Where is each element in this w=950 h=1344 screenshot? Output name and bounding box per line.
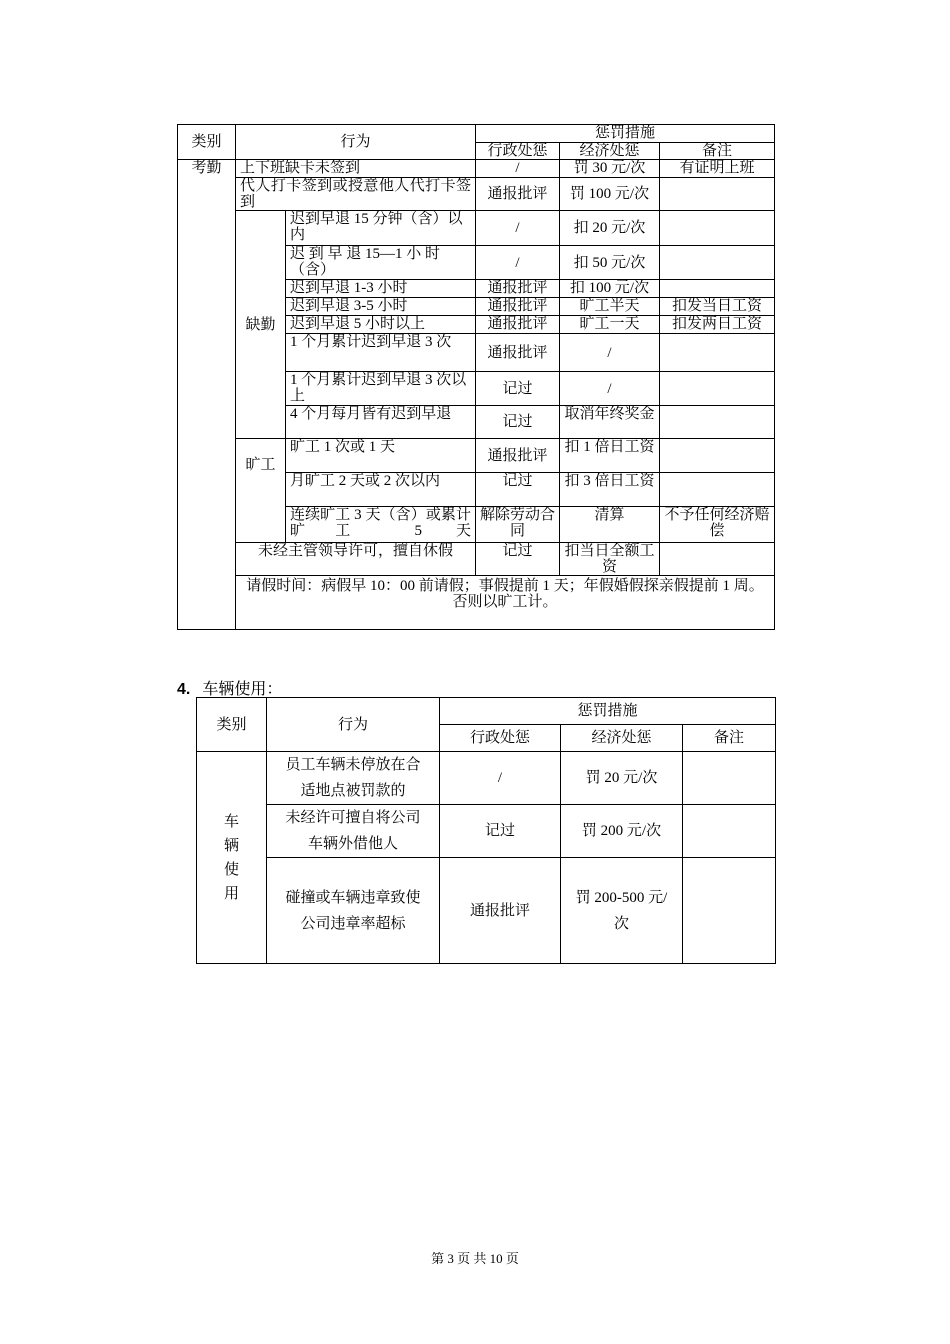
header-measures: 惩罚措施 <box>476 125 775 143</box>
admin-cell: 通报批评 <box>476 178 560 211</box>
header-behavior: 行为 <box>267 698 440 752</box>
remark-cell <box>683 752 776 805</box>
remark-cell <box>683 805 776 858</box>
header-behavior: 行为 <box>236 125 476 160</box>
remark-cell <box>660 439 775 473</box>
remark-cell <box>660 406 775 439</box>
economic-cell: 扣 3 倍日工资 <box>560 473 660 507</box>
remark-cell: 有证明上班 <box>660 160 775 178</box>
behavior-cell: 代人打卡签到或授意他人代打卡签到 <box>236 178 476 211</box>
remark-cell <box>660 211 775 246</box>
vehicle-penalty-table <box>196 697 776 964</box>
economic-cell: / <box>560 334 660 372</box>
remark-cell <box>660 334 775 372</box>
admin-cell: 通报批评 <box>476 298 560 316</box>
section-title: 车辆使用： <box>202 681 283 698</box>
economic-cell: 扣 50 元/次 <box>560 246 660 280</box>
admin-cell: / <box>440 752 561 805</box>
economic-cell: 罚 30 元/次 <box>560 160 660 178</box>
leave-note: 请假时间：病假早 10：00 前请假；事假提前 1 天；年假婚假探亲假提前 1 周。否则以旷工计。 <box>236 576 775 630</box>
behavior-cell: 迟到早退 5 小时以上 <box>286 316 476 334</box>
remark-cell <box>683 858 776 964</box>
behavior-cell: 1 个月累计迟到早退 3 次以上 <box>286 372 476 406</box>
economic-cell: 扣当日全额工资 <box>560 543 660 576</box>
admin-cell: / <box>476 246 560 280</box>
section-heading <box>177 676 282 699</box>
subcategory-truancy: 旷工 <box>236 439 286 543</box>
behavior-cell: 连续旷工 3 天（含）或累计旷工 5 天 <box>286 507 476 543</box>
subcategory-absence: 缺勤 <box>236 211 286 439</box>
behavior-cell: 迟 到 早 退 15—1 小 时（含） <box>286 246 476 280</box>
economic-cell: 罚 200 元/次 <box>561 805 683 858</box>
header-category: 类别 <box>178 125 236 160</box>
remark-cell: 不予任何经济赔偿 <box>660 507 775 543</box>
remark-cell <box>660 178 775 211</box>
behavior-cell: 旷工 1 次或 1 天 <box>286 439 476 473</box>
header-remark: 备注 <box>660 143 775 160</box>
economic-cell: 旷工一天 <box>560 316 660 334</box>
admin-cell: / <box>476 160 560 178</box>
category-attendance: 考勤 <box>178 160 236 630</box>
behavior-cell: 碰撞或车辆违章致使公司违章率超标 <box>267 858 440 964</box>
remark-cell <box>660 280 775 298</box>
economic-cell: 罚 20 元/次 <box>561 752 683 805</box>
economic-cell: 罚 100 元/次 <box>560 178 660 211</box>
header-category: 类别 <box>197 698 267 752</box>
section-number: 4. <box>177 681 191 698</box>
header-admin: 行政处惩 <box>440 725 561 752</box>
economic-cell: / <box>560 372 660 406</box>
admin-cell: 通报批评 <box>476 439 560 473</box>
admin-cell: 记过 <box>440 805 561 858</box>
behavior-cell: 迟到早退 15 分钟（含）以内 <box>286 211 476 246</box>
admin-cell: 记过 <box>476 543 560 576</box>
behavior-cell: 未经许可擅自将公司车辆外借他人 <box>267 805 440 858</box>
remark-cell <box>660 372 775 406</box>
behavior-cell: 4 个月每月皆有迟到早退 <box>286 406 476 439</box>
admin-cell: 记过 <box>476 372 560 406</box>
header-measures: 惩罚措施 <box>440 698 776 725</box>
admin-cell: 解除劳动合同 <box>476 507 560 543</box>
economic-cell: 扣 100 元/次 <box>560 280 660 298</box>
behavior-cell: 未经主管领导许可，擅自休假 <box>236 543 476 576</box>
remark-cell: 扣发当日工资 <box>660 298 775 316</box>
economic-cell: 罚 200-500 元/次 <box>561 858 683 964</box>
remark-cell: 扣发两日工资 <box>660 316 775 334</box>
economic-cell: 清算 <box>560 507 660 543</box>
economic-cell: 旷工半天 <box>560 298 660 316</box>
admin-cell: 通报批评 <box>476 316 560 334</box>
remark-cell <box>660 246 775 280</box>
behavior-cell: 上下班缺卡未签到 <box>236 160 476 178</box>
economic-cell: 取消年终奖金 <box>560 406 660 439</box>
remark-cell <box>660 473 775 507</box>
admin-cell: 通报批评 <box>476 280 560 298</box>
admin-cell: 通报批评 <box>440 858 561 964</box>
admin-cell: / <box>476 211 560 246</box>
header-economic: 经济处惩 <box>560 143 660 160</box>
behavior-cell: 月旷工 2 天或 2 次以内 <box>286 473 476 507</box>
attendance-penalty-table <box>177 124 775 630</box>
behavior-cell: 迟到早退 3-5 小时 <box>286 298 476 316</box>
admin-cell: 记过 <box>476 406 560 439</box>
behavior-cell: 迟到早退 1-3 小时 <box>286 280 476 298</box>
admin-cell: 记过 <box>476 473 560 507</box>
category-vehicle: 车辆使用 <box>197 752 267 964</box>
admin-cell: 通报批评 <box>476 334 560 372</box>
behavior-cell: 1 个月累计迟到早退 3 次 <box>286 334 476 372</box>
page-footer: 第 3 页 共 10 页 <box>431 1251 519 1266</box>
economic-cell: 扣 20 元/次 <box>560 211 660 246</box>
behavior-cell: 员工车辆未停放在合适地点被罚款的 <box>267 752 440 805</box>
economic-cell: 扣 1 倍日工资 <box>560 439 660 473</box>
header-remark: 备注 <box>683 725 776 752</box>
remark-cell <box>660 543 775 576</box>
header-admin: 行政处惩 <box>476 143 560 160</box>
header-economic: 经济处惩 <box>561 725 683 752</box>
